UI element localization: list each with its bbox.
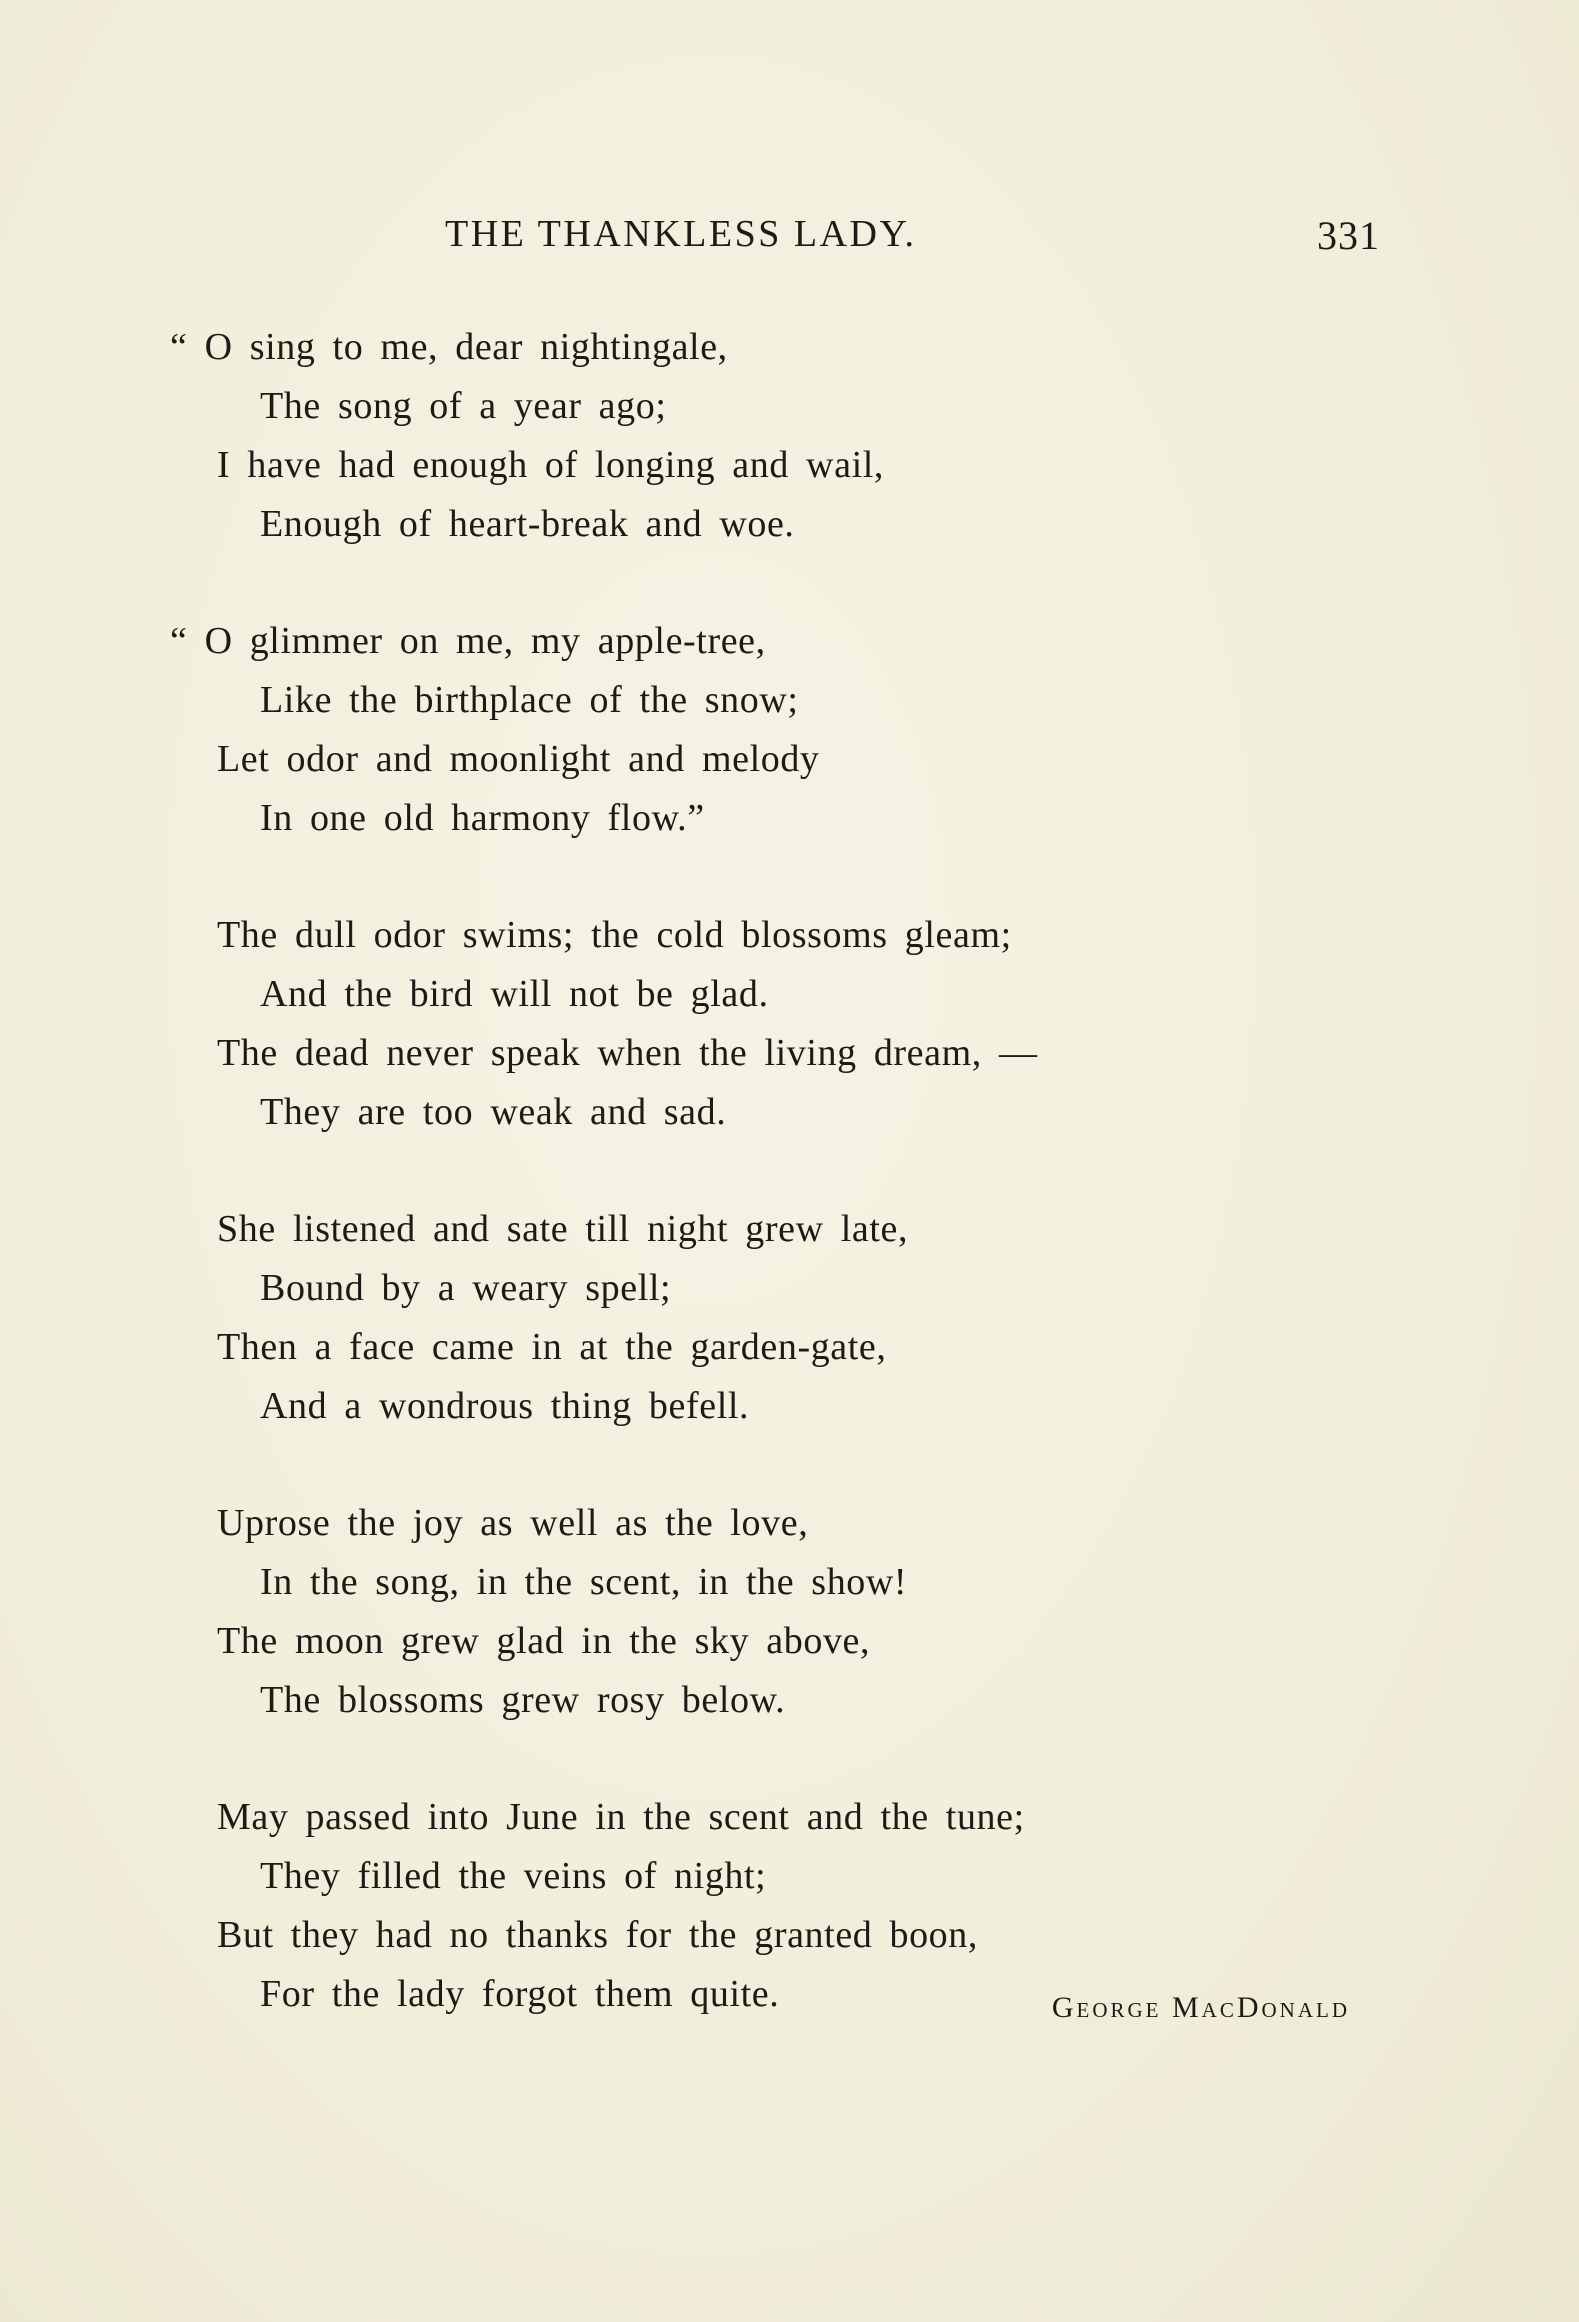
poem-line: The dull odor swims; the cold blossoms gleam; bbox=[217, 914, 1012, 956]
poem-line: I have had enough of longing and wail, bbox=[217, 444, 884, 486]
stanza-6 bbox=[0, 1788, 1579, 2024]
author-attribution: George MacDonald bbox=[1051, 1991, 1350, 2024]
poem-line: She listened and sate till night grew late, bbox=[217, 1208, 909, 1250]
poem-line: Bound by a weary spell; bbox=[260, 1267, 672, 1309]
poem-line: May passed into June in the scent and the tune; bbox=[217, 1796, 1025, 1838]
stanza-1 bbox=[0, 318, 1579, 554]
poem-body bbox=[0, 318, 1579, 2082]
stanza-5 bbox=[0, 1494, 1579, 1730]
page-header bbox=[200, 212, 1380, 272]
stanza-3 bbox=[0, 906, 1579, 1142]
running-title: THE THANKLESS LADY. bbox=[445, 213, 917, 255]
poem-line: They filled the veins of night; bbox=[260, 1855, 767, 1897]
poem-line: The dead never speak when the living dream, — bbox=[217, 1032, 1038, 1074]
poem-line: “ O sing to me, dear nightingale, bbox=[170, 326, 728, 368]
poem-line: The blossoms grew rosy below. bbox=[260, 1679, 786, 1721]
poem-line: In one old harmony flow.” bbox=[260, 797, 705, 839]
poem-line: Let odor and moonlight and melody bbox=[217, 738, 820, 780]
poem-line: “ O glimmer on me, my apple-tree, bbox=[170, 620, 766, 662]
poem-line: Then a face came in at the garden-gate, bbox=[217, 1326, 887, 1368]
poem-line: And a wondrous thing befell. bbox=[260, 1385, 750, 1427]
page-number: 331 bbox=[1317, 213, 1380, 258]
poem-line: For the lady forgot them quite. bbox=[260, 1973, 780, 2015]
stanza-2 bbox=[0, 612, 1579, 848]
poem-line: They are too weak and sad. bbox=[260, 1091, 727, 1133]
poem-line: Uprose the joy as well as the love, bbox=[217, 1502, 809, 1544]
poem-line: But they had no thanks for the granted boon, bbox=[217, 1914, 978, 1956]
poem-line: The song of a year ago; bbox=[260, 385, 667, 427]
poem-line: In the song, in the scent, in the show! bbox=[260, 1561, 908, 1603]
poem-line: The moon grew glad in the sky above, bbox=[217, 1620, 871, 1662]
poem-line: Like the birthplace of the snow; bbox=[260, 679, 799, 721]
stanza-4 bbox=[0, 1200, 1579, 1436]
poem-line: Enough of heart-break and woe. bbox=[260, 503, 795, 545]
poem-line: And the bird will not be glad. bbox=[260, 973, 769, 1015]
